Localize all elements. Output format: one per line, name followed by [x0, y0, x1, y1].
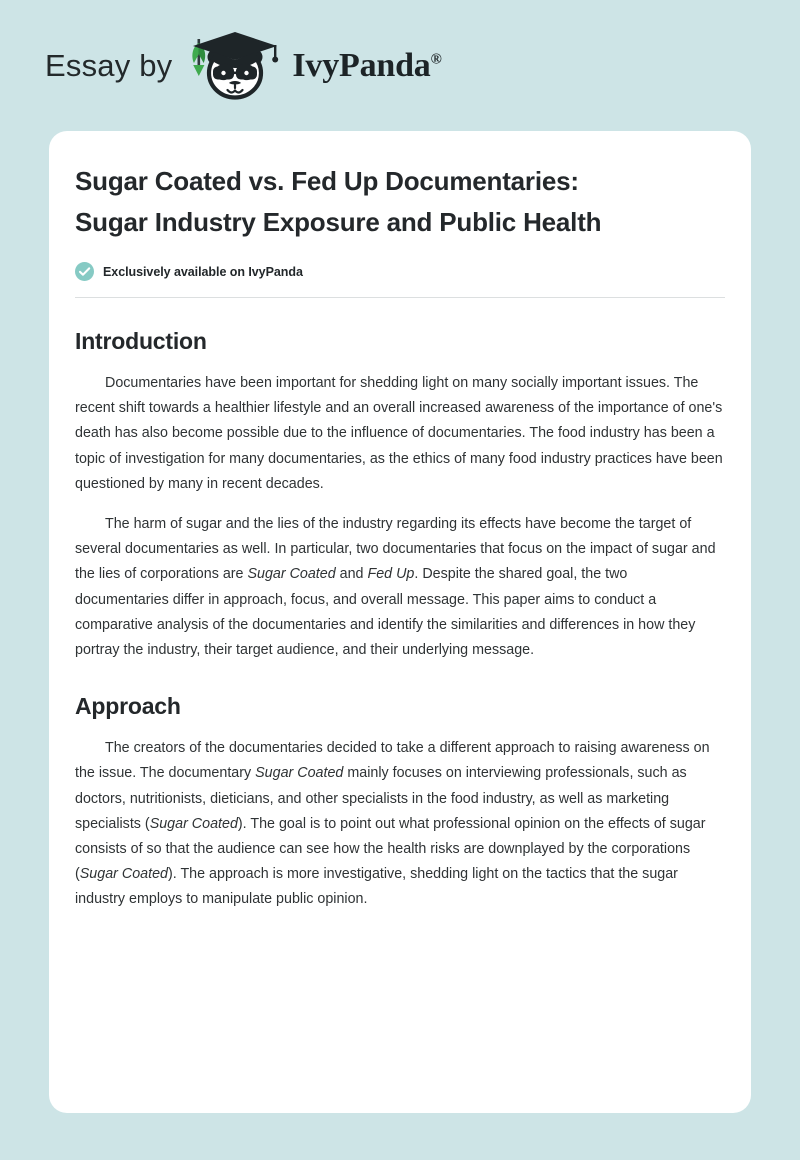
title-italic-sugar-coated: Sugar Coated [247, 566, 336, 583]
brand-name-text: IvyPanda [292, 46, 431, 84]
paragraph-text-run: and [335, 566, 368, 583]
title-italic-sugar-coated: Sugar Coated [79, 866, 168, 883]
paragraph-intro-2 [75, 512, 725, 663]
registered-trademark-symbol: ® [430, 51, 442, 68]
section-heading-introduction: Introduction [75, 328, 207, 354]
brand-wordmark [292, 46, 442, 84]
paragraph-text-run: The harm of sugar and the lies of the industry regarding its effects have become the target of several documentaries as well. In particular, two documentaries that focus on the impact of sugar and the lies of corporations are [75, 516, 716, 583]
status-badge [75, 262, 725, 281]
status-badge-label: Exclusively available on IvyPanda [103, 264, 303, 279]
title-italic-sugar-coated: Sugar Coated [149, 815, 238, 832]
paragraph-approach-1 [75, 736, 725, 912]
paragraph-text-run: mainly focuses on interviewing professionals, such as doctors, nutritionists, dieticians, and other specialists in the food industry, as well as marketing specialists ( [75, 765, 687, 832]
site-header [0, 0, 800, 131]
paragraph-text-run: ). The approach is more investigative, shedding light on the tactics that the sugar industry employs to manipulate public opinion. [75, 866, 678, 908]
check-circle-icon [75, 262, 94, 281]
ivypanda-panda-graduate-icon [186, 29, 284, 103]
paragraph-text-run: ). The goal is to point out what professional opinion on the effects of sugar consists of so that the audience can see how the health risks are downplayed by the corporations ( [75, 815, 706, 883]
header-divider [75, 297, 725, 298]
essay-card [49, 131, 751, 1113]
essay-by-label: Essay by [45, 48, 173, 83]
paragraph-text-run: The creators of the documentaries decided to take a different approach to raising awareness on the issue. The documentary [75, 740, 710, 782]
page-title: Sugar Coated vs. Fed Up Documentaries: Sugar Industry Exposure and Public Health [75, 166, 602, 237]
brand-lockup[interactable] [45, 29, 442, 103]
section-heading-approach: Approach [75, 693, 181, 720]
paragraph-intro-1: Documentaries have been important for shedding light on many socially important issues. The recent shift towards a healthier lifestyle and an overall increased awareness of the importance of one's death has also become possible due to the influence of documentaries. The food industry has been a topic of investigation for many documentaries, as the ethics of many food industry practices have been questioned by many in recent decades. [75, 375, 723, 492]
paragraph-text-run: . Despite the shared goal, the two documentaries differ in approach, focus, and overall message. This paper aims to conduct a comparative analysis of the documentaries and identify the similarities and differences in how they portray the industry, their target audience, and their underlying message. [75, 566, 696, 659]
title-italic-sugar-coated: Sugar Coated [255, 765, 344, 782]
title-italic-fed-up: Fed Up [367, 566, 415, 583]
